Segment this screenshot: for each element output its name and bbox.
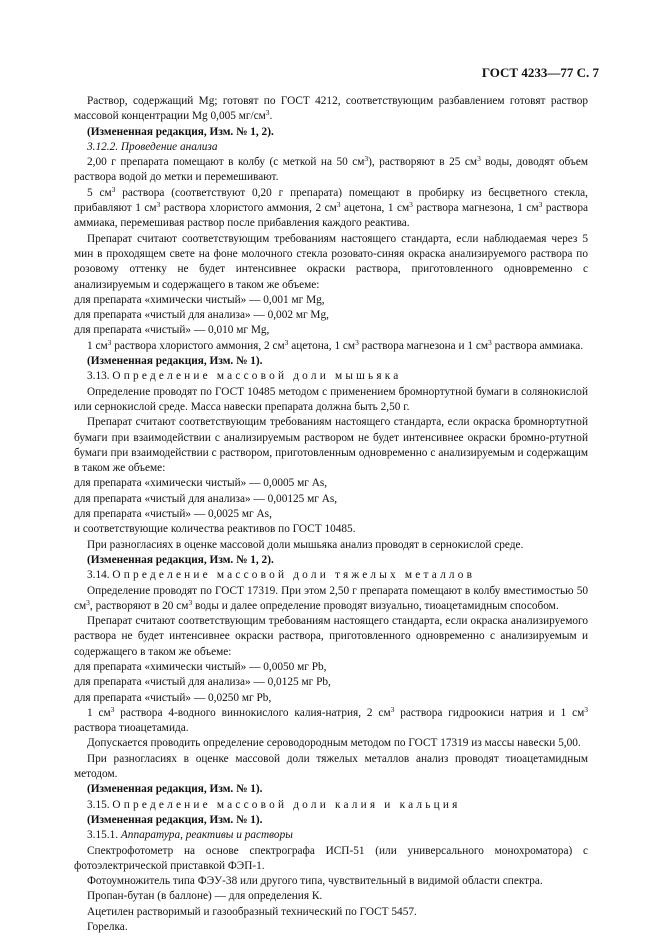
paragraph: 2,00 г препарата помещают в колбу (с меткой на 50 $см^3$), растворяют в 25 $см^3$ воды, доводят объем раствора водой до метки и перемешивают. bbox=[74, 154, 588, 184]
list-item: для препарата «чистый для анализа» — 0,002 мг Mg, bbox=[74, 309, 329, 322]
amendment-note: (Измененная редакция, Изм. № 1, 2). bbox=[87, 553, 274, 566]
paragraph: Препарат считают соответствующим требованиям настоящего стандарта, если окраска бромнортутной бумаги при взаимодействии с анализируемым раствором не будет интенсивнее окраски бромно-ртутной бумаги при взаимодействии с раствором, приготовленным одновременно с анализируемым и содержащим в таком же объеме: bbox=[74, 416, 588, 475]
paragraph: Горелка. bbox=[87, 921, 128, 934]
paragraph: Спектрофотометр на основе спектрографа ИСП-51 (или универсального монохроматора) с фотоэлектрической приставкой ФЭП-1. bbox=[74, 844, 588, 872]
list-item: для препарата «чистый» — 0,010 мг Mg, bbox=[74, 324, 270, 337]
list-item: для препарата «химически чистый» — 0,0050 мг Pb, bbox=[74, 660, 327, 673]
paragraph: Определение проводят по ГОСТ 17319. При этом 2,50 г препарата помещают в колбу вместимостью 50 $см^3$, растворяют в 20 $см^3$ воды и далее определение проводят визуально, тиоацетамидным способом. bbox=[74, 584, 588, 612]
section-title: Определение массовой доли тяжелых металлов bbox=[112, 569, 476, 582]
paragraph: 5 $см^3$ раствора (соответствуют 0,20 г препарата) помещают в пробирку из бесцветного стекла, прибавляют 1 $см^3$ раствора хлористого аммония, 2 $см^3$ ацетона, 1 $см^3$ раствора магнезона, 1 $см^3$ раствора аммиака, перемешивая раствор после прибавления каждого реактива. bbox=[74, 184, 588, 230]
subsection-heading bbox=[74, 828, 588, 843]
amendment-note: (Измененная редакция, Изм. № 1). bbox=[87, 813, 263, 826]
subsection-number: 3.15.1. bbox=[87, 829, 119, 842]
subsection-heading: 3.12.2. Проведение анализа bbox=[87, 140, 218, 153]
section-heading bbox=[74, 798, 588, 813]
list-item: для препарата «чистый» — 0,0025 мг As, bbox=[74, 508, 272, 521]
section-number: 3.13. bbox=[87, 370, 110, 383]
paragraph: При разногласиях в оценке массовой доли мышьяка анализ проводят в сернокислой среде. bbox=[87, 538, 524, 551]
paragraph: Препарат считают соответствующим требованиям настоящего стандарта, если наблюдаемая через 5 мин в проходящем свете на фоне молочного стекла розовато-синяя окраска анализируемого раствора по розовому оттенку не будет интенсивнее окраски раствора, приготовленного одновременно с анализируемым и содержащего в таком же объеме: bbox=[74, 232, 588, 291]
section-title: Определение массовой доли калия и кальция bbox=[112, 798, 461, 811]
section-number: 3.14. bbox=[87, 569, 110, 582]
list-item: для препарата «химически чистый» — 0,0005 мг As, bbox=[74, 477, 328, 490]
paragraph: Препарат считают соответствующим требованиям настоящего стандарта, если окраска анализируемого раствора не будет интенсивнее окраски раствора, приготовленного одновременно с анализируемым и содержащего в таком же объеме: bbox=[74, 615, 588, 658]
paragraph: Допускается проводить определение сероводородным методом по ГОСТ 17319 из массы навески 5,00. bbox=[87, 737, 581, 750]
amendment-note: (Измененная редакция, Изм. № 1). bbox=[87, 355, 263, 368]
section-heading bbox=[74, 568, 588, 583]
amendment-note: (Измененная редакция, Изм. № 1, 2). bbox=[87, 125, 274, 138]
page-header: ГОСТ 4233—77 С. 7 bbox=[481, 65, 599, 80]
paragraph: Пропан-бутан (в баллоне) — для определения К. bbox=[87, 890, 323, 903]
list-item: для препарата «чистый» — 0,0250 мг Pb, bbox=[74, 691, 272, 704]
section-title: Определение массовой доли мышьяка bbox=[112, 370, 402, 383]
document-body bbox=[74, 94, 588, 935]
subsection-title: Аппаратура, реактивы и растворы bbox=[120, 829, 293, 842]
list-item: для препарата «химически чистый» — 0,001 мг Mg, bbox=[74, 293, 325, 306]
paragraph: Фотоумножитель типа ФЭУ-38 или другого типа, чувствительный в видимой области спектра. bbox=[87, 875, 543, 888]
list-item: и соответствующие количества реактивов по ГОСТ 10485. bbox=[74, 523, 356, 536]
list-item: для препарата «чистый для анализа» — 0,0125 мг Pb, bbox=[74, 676, 331, 689]
paragraph: 1 $см^3$ раствора 4-водного виннокислого калия-натрия, 2 $см^3$ раствора гидроокиси натрия и 1 $см^3$ раствора тиоацетамида. bbox=[74, 704, 588, 735]
paragraph: Определение проводят по ГОСТ 10485 методом с применением бромнортутной бумаги в солянокислой или сернокислой среде. Масса навески препарата должна быть 2,50 г. bbox=[74, 385, 588, 413]
section-number: 3.15. bbox=[87, 798, 110, 811]
paragraph: Ацетилен растворимый и газообразный технический по ГОСТ 5457. bbox=[87, 905, 417, 918]
paragraph: При разногласиях в оценке массовой доли тяжелых металлов анализ проводят тиоацетамидным методом. bbox=[74, 752, 588, 781]
paragraph: Раствор, содержащий Mg; готовят по ГОСТ 4212, соответствующим разбавлением готовят раствор массовой концентрации Mg 0,005 $мг/см^3$. bbox=[74, 95, 588, 123]
section-heading bbox=[74, 369, 588, 384]
list-item: для препарата «чистый для анализа» — 0,00125 мг As, bbox=[74, 492, 338, 505]
amendment-note: (Измененная редакция, Изм. № 1). bbox=[87, 783, 263, 796]
paragraph: 1 $см^3$ раствора хлористого аммония, 2 $см^3$ ацетона, 1 $см^3$ раствора магнезона и 1 $см^3$ раствора аммиака. bbox=[87, 337, 584, 352]
